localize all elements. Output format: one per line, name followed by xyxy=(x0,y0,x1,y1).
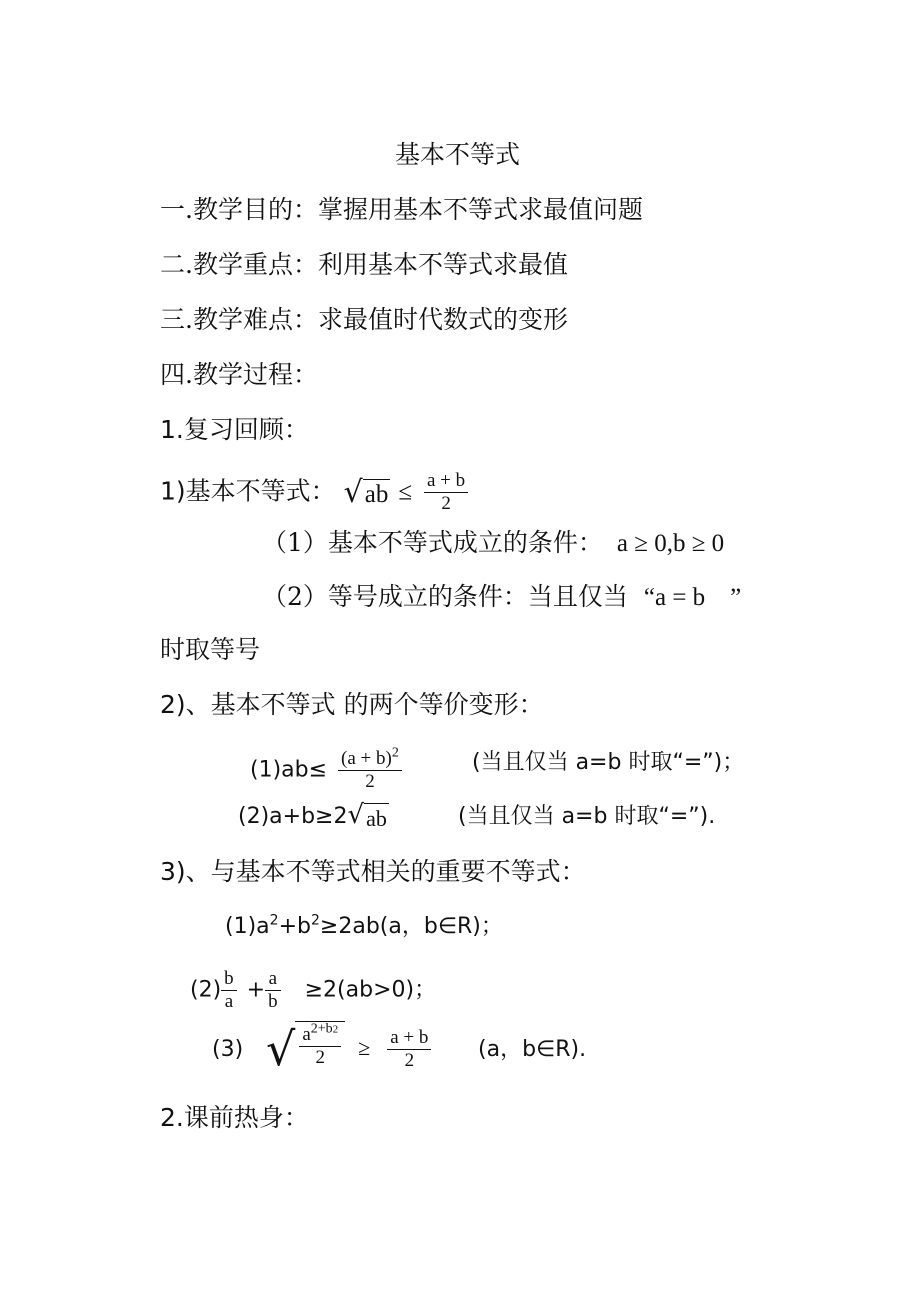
ineq1-a: (1)a xyxy=(225,914,270,939)
sqrt-ab xyxy=(344,476,391,510)
basic-inequality-line xyxy=(160,470,472,515)
relation-symbol: ≤ xyxy=(398,478,413,506)
variant-2-prefix: (2)a+b≥2 xyxy=(238,804,348,829)
condition-1-label: （1）基本不等式成立的条件： xyxy=(262,528,603,557)
var1-num: (a + b) xyxy=(341,748,392,769)
related-heading: 3)、与基本不等式相关的重要不等式： xyxy=(160,857,586,886)
ineq2-tail: ≥2(ab>0)； xyxy=(304,977,437,1003)
ineq3-prefix: (3) xyxy=(212,1037,244,1062)
warmup-heading: 2.课前热身： xyxy=(160,1103,309,1132)
condition-2-tail: 时取等号 xyxy=(160,635,261,664)
ineq3-rad-sup2: 2 xyxy=(332,1023,339,1036)
radical-icon-2: √ xyxy=(347,800,365,830)
ineq2-plus: + xyxy=(246,977,266,1003)
fraction-square-over-2 xyxy=(338,745,402,793)
variant-2-note: (当且仅当 a=b 时取“=”). xyxy=(458,804,716,829)
sqrt-ab-2 xyxy=(347,800,388,834)
page-title: 基本不等式 xyxy=(395,140,521,169)
var1-num-sup: 2 xyxy=(391,745,399,761)
fraction-a-over-b xyxy=(265,968,281,1013)
numerator: a + b xyxy=(424,470,468,493)
denominator: 2 xyxy=(441,493,451,514)
radical-icon-3: √ xyxy=(266,1022,296,1076)
ineq3-rad-sup: 2+b xyxy=(310,1021,333,1037)
radicand-2: ab xyxy=(364,803,389,834)
related-ineq-1 xyxy=(225,912,503,942)
sqrt-fraction xyxy=(266,1018,345,1080)
related-ineq-3 xyxy=(212,1035,243,1065)
ineq3-rad-den: 2 xyxy=(315,1047,325,1068)
condition-2 xyxy=(262,582,741,613)
related-ineq-2 xyxy=(190,968,436,1013)
ineq3-num: a + b xyxy=(387,1027,431,1050)
related-ineq-3-expr xyxy=(266,1018,435,1080)
condition-1-expr: a ≥ 0,b ≥ 0 xyxy=(616,530,725,557)
var1-den: 2 xyxy=(365,771,375,792)
ineq2-prefix: (2) xyxy=(190,977,222,1003)
fraction-b-over-a xyxy=(221,968,237,1013)
ineq3-rad-num: a xyxy=(302,1024,311,1045)
ineq1-c: ≥2ab(a，b∈R)； xyxy=(319,914,503,939)
section-key-point: 二.教学重点：利用基本不等式求最值 xyxy=(160,250,568,279)
ineq1-b: +b xyxy=(278,914,311,939)
section-objective: 一.教学目的：掌握用基本不等式求最值问题 xyxy=(160,195,643,224)
fraction-a-plus-b-over-2 xyxy=(424,470,468,515)
ineq1-sup2: 2 xyxy=(310,912,320,929)
condition-1 xyxy=(262,528,724,559)
condition-2-label: （2）等号成立的条件：当且仅当 xyxy=(262,582,628,611)
variant-1 xyxy=(250,745,406,793)
condition-2-expr: “a = b ” xyxy=(643,584,742,611)
variant-1-prefix: (1)ab≤ xyxy=(250,757,328,783)
ineq2-f1-den: a xyxy=(224,991,234,1012)
ineq1-sup1: 2 xyxy=(269,912,279,929)
section-process: 四.教学过程： xyxy=(160,360,318,389)
related-ineq-3-tail: (a，b∈R). xyxy=(478,1037,587,1062)
basic-inequality-label: 1)基本不等式： xyxy=(160,476,336,506)
variants-heading: 2)、基本不等式 的两个等价变形： xyxy=(160,690,544,719)
fraction-mean-square xyxy=(299,1021,341,1069)
ineq3-den: 2 xyxy=(404,1049,415,1071)
section-difficulty: 三.教学难点：求最值时代数式的变形 xyxy=(160,305,568,334)
ineq2-f2-den: b xyxy=(268,991,278,1012)
ineq2-f2-num: a xyxy=(265,968,281,991)
radicand-3 xyxy=(295,1021,345,1080)
review-heading: 1.复习回顾： xyxy=(160,415,309,444)
variant-1-note: (当且仅当 a=b 时取“=”)； xyxy=(472,750,745,775)
variant-2 xyxy=(238,800,389,834)
radical-icon: √ xyxy=(343,474,363,510)
ineq3-rel: ≥ xyxy=(358,1035,371,1060)
fraction-a-plus-b-over-2-b xyxy=(387,1027,431,1072)
radicand: ab xyxy=(364,480,389,508)
ineq2-f1-num: b xyxy=(221,968,237,991)
